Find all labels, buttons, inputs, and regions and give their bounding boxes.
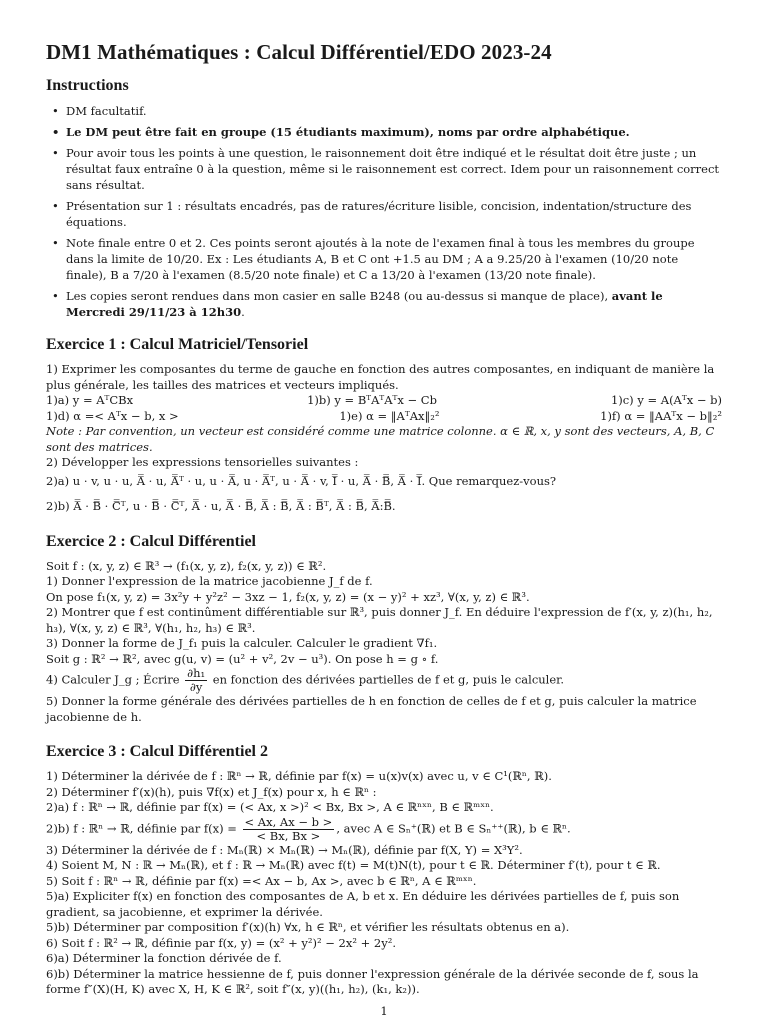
ex1-row2 bbox=[46, 409, 722, 425]
instruction-item: • Note finale entre 0 et 2. Ces points seront ajoutés à la note de l'examen final à tous les membres du groupe dans la limite de 10/20. Ex : Les étudiants A, B et C ont +1.5 au DM ; A a 9.25/20 à l'examen (10/20 note finale), B a 7/20 à l'examen (8.5/20 note finale) et C a 13/20 à l'examen (13/20 note finale). bbox=[66, 235, 722, 283]
exercise-2-body bbox=[46, 559, 722, 726]
ex3-line: 6)b) Déterminer la matrice hessienne de f, puis donner l'expression générale de la dérivée seconde de f, sous la forme f″(X)(H, K) avec X, H, K ∈ ℝ², soit f″(x, y)((h₁, h₂), (k₁, k₂)). bbox=[46, 966, 699, 996]
ex2-line: On pose f₁(x, y, z) = 3x²y + y²z² − 3xz − 1, f₂(x, y, z) = (x − y)² + xz³, ∀(x, y, z) ∈ ℝ³. bbox=[46, 589, 530, 604]
deadline: avant le Mercredi 29/11/23 à 12h30 bbox=[66, 289, 663, 319]
exercise-3-body bbox=[46, 769, 722, 998]
ex3-q2b: 2)b) f : ℝⁿ → ℝ, définie par f(x) = $\frac{< Ax, Ax - b >}{< Bx, Bx >}$ , avec A ∈ Sₙ⁺(ℝ) et B ∈ Sₙ⁺⁺(ℝ), b ∈ ℝⁿ. bbox=[46, 814, 571, 843]
instruction-item: • Présentation sur 1 : résultats encadrés, pas de ratures/écriture lisible, concision, indentation/structure des équations. bbox=[66, 198, 722, 230]
ex3-line: 6)a) Déterminer la fonction dérivée de f. bbox=[46, 951, 282, 965]
ex1-row1 bbox=[46, 393, 722, 409]
ex1-1a: 1)a) y = AᵀCBx bbox=[46, 393, 134, 407]
ex1-1f: 1)f) α = ‖AAᵀx − b‖₂² bbox=[600, 408, 722, 423]
ex3-line: 6) Soit f : ℝ² → ℝ, définie par f(x, y) = (x² + y²)² − 2x² + 2y². bbox=[46, 935, 396, 950]
exercise-1-body bbox=[46, 362, 722, 515]
ex2-line: 1) Donner l'expression de la matrice jacobienne J_f de f. bbox=[46, 574, 373, 588]
ex3-line: 5)a) Expliciter f(x) en fonction des composantes de A, b et x. En déduire les dérivées partielles de f, puis son gradient, sa jacobienne, et exprimer la dérivée. bbox=[46, 889, 680, 919]
exercise-2-heading: Exercice 2 : Calcul Différentiel bbox=[46, 532, 256, 550]
ex3-line: 2) Déterminer f′(x)(h), puis ∇f(x) et J_f(x) pour x, h ∈ ℝⁿ : bbox=[46, 784, 377, 799]
ex1-1c: 1)c) y = A(Aᵀx − b) bbox=[610, 393, 722, 407]
ex1-note: Note : Par convention, un vecteur est considéré comme une matrice colonne. α ∈ ℝ, x, y sont des vecteurs, A, B, C sont des matrices. bbox=[46, 424, 715, 454]
page-number: 1 bbox=[380, 1004, 388, 1018]
exercise-3-heading: Exercice 3 : Calcul Différentiel 2 bbox=[46, 743, 268, 760]
ex2-line: 3) Donner la forme de J_f₁ puis la calculer. Calculer le gradient ∇f₁. bbox=[46, 636, 438, 650]
ex3-line: 5)b) Déterminer par composition f′(x)(h) ∀x, h ∈ ℝⁿ, et vérifier les résultats obtenus en a). bbox=[46, 920, 570, 934]
ex2-line: 2) Montrer que f est continûment différentiable sur ℝ³, puis donner J_f. En déduire l'expression de f′(x, y, z)(h₁, h₂, h₃), ∀(x, y, z) ∈ ℝ³, ∀(h₁, h₂, h₃) ∈ ℝ³. bbox=[46, 605, 713, 635]
instruction-item: • Pour avoir tous les points à une question, le raisonnement doit être indiqué et le résultat doit être juste ; un résultat faux entraîne 0 à la question, même si le raisonnement est correct. Idem pour un raisonnement correct sans résultat. bbox=[66, 145, 722, 193]
instruction-item: • Le DM peut être fait en groupe (15 étudiants maximum), noms par ordre alphabétique. bbox=[66, 124, 722, 140]
instructions-heading: Instructions bbox=[46, 77, 129, 94]
ex3-line: 2)a) f : ℝⁿ → ℝ, définie par f(x) = (< Ax, x >)² < Bx, Bx >, A ∈ ℝⁿˣⁿ, B ∈ ℝᵐˣⁿ. bbox=[46, 800, 494, 814]
ex3-line: 4) Soient M, N : ℝ → Mₙ(ℝ), et f : ℝ → Mₙ(ℝ) avec f(t) = M(t)N(t), pour t ∈ ℝ. Déterminer f′(t), pour t ∈ ℝ. bbox=[46, 858, 661, 872]
ex1-1b: 1)b) y = BᵀAᵀAᵀx − Cb bbox=[307, 393, 437, 407]
ex1-q2: 2) Développer les expressions tensorielles suivantes : bbox=[46, 455, 359, 469]
ex1-q2a: 2)a) u · v, u · u, A̿ · u, A̿ᵀ · u, u · A̿, u · A̿ᵀ, u · A̿ · v, I̿ · u, A̿ · B̿, A̿ · I̿. Que remarquez-vous? bbox=[46, 473, 557, 488]
ex3-line: 3) Déterminer la dérivée de f : Mₙ(ℝ) × Mₙ(ℝ) → Mₙ(ℝ), définie par f(X, Y) = X³Y². bbox=[46, 842, 523, 857]
ex2-line: Soit g : ℝ² → ℝ², avec g(u, v) = (u² + v², 2v − u³). On pose h = g ∘ f. bbox=[46, 651, 439, 666]
instruction-item: • Les copies seront rendues dans mon casier en salle B248 (ou au-dessus si manque de place), avant le Mercredi 29/11/23 à 12h30. bbox=[66, 288, 722, 320]
ex1-1d: 1)d) α =< Aᵀx − b, x > bbox=[46, 408, 179, 423]
ex2-line: Soit f : (x, y, z) ∈ ℝ³ → (f₁(x, y, z), f₂(x, y, z)) ∈ ℝ². bbox=[46, 558, 327, 573]
ex2-q4: 4) Calculer J_g ; Écrire $\frac{\text{∂h₁}}{\partial y}$ en fonction des dérivées partielles de f et g, puis le calculer. bbox=[46, 666, 565, 694]
document-title: DM1 Mathématiques : Calcul Différentiel/EDO 2023-24 bbox=[46, 40, 552, 64]
ex3-line: 1) Déterminer la dérivée de f : ℝⁿ → ℝ, définie par f(x) = u(x)v(x) avec u, v ∈ C¹(ℝⁿ, ℝ). bbox=[46, 769, 552, 783]
quotient-fraction: $\frac{< Ax, Ax - b >}{< Bx, Bx >}$ bbox=[244, 814, 333, 843]
ex3-line: 5) Soit f : ℝⁿ → ℝ, définie par f(x) =< Ax − b, Ax >, avec b ∈ ℝⁿ, A ∈ ℝᵐˣⁿ. bbox=[46, 873, 477, 888]
ex2-q5: 5) Donner la forme générale des dérivées partielles de h en fonction de celles de f et g, puis calculer la matrice jacobienne de h. bbox=[46, 694, 697, 724]
exercise-1-heading: Exercice 1 : Calcul Matriciel/Tensoriel bbox=[46, 336, 309, 353]
instructions-list bbox=[46, 103, 722, 320]
ex1-1e: 1)e) α = ‖AᵀAx‖₂² bbox=[339, 408, 440, 423]
ex1-q2b: 2)b) A̿ · B̿ · C̿ᵀ, u · B̿ · C̿ᵀ, A̿ · u, A̿ · B̿, A̿ : B̿, A̿ : B̿ᵀ, A̿ : B̿, A̿:B̿. bbox=[46, 499, 396, 513]
ex1-q1: 1) Exprimer les composantes du terme de gauche en fonction des autres composantes, en indiquant de manière la plus générale, les tailles des matrices et vecteurs impliqués. bbox=[46, 362, 715, 392]
instruction-item: • DM facultatif. bbox=[66, 103, 722, 119]
partial-derivative-fraction: $\frac{\text{∂h₁}}{\partial y}$ bbox=[187, 666, 206, 694]
